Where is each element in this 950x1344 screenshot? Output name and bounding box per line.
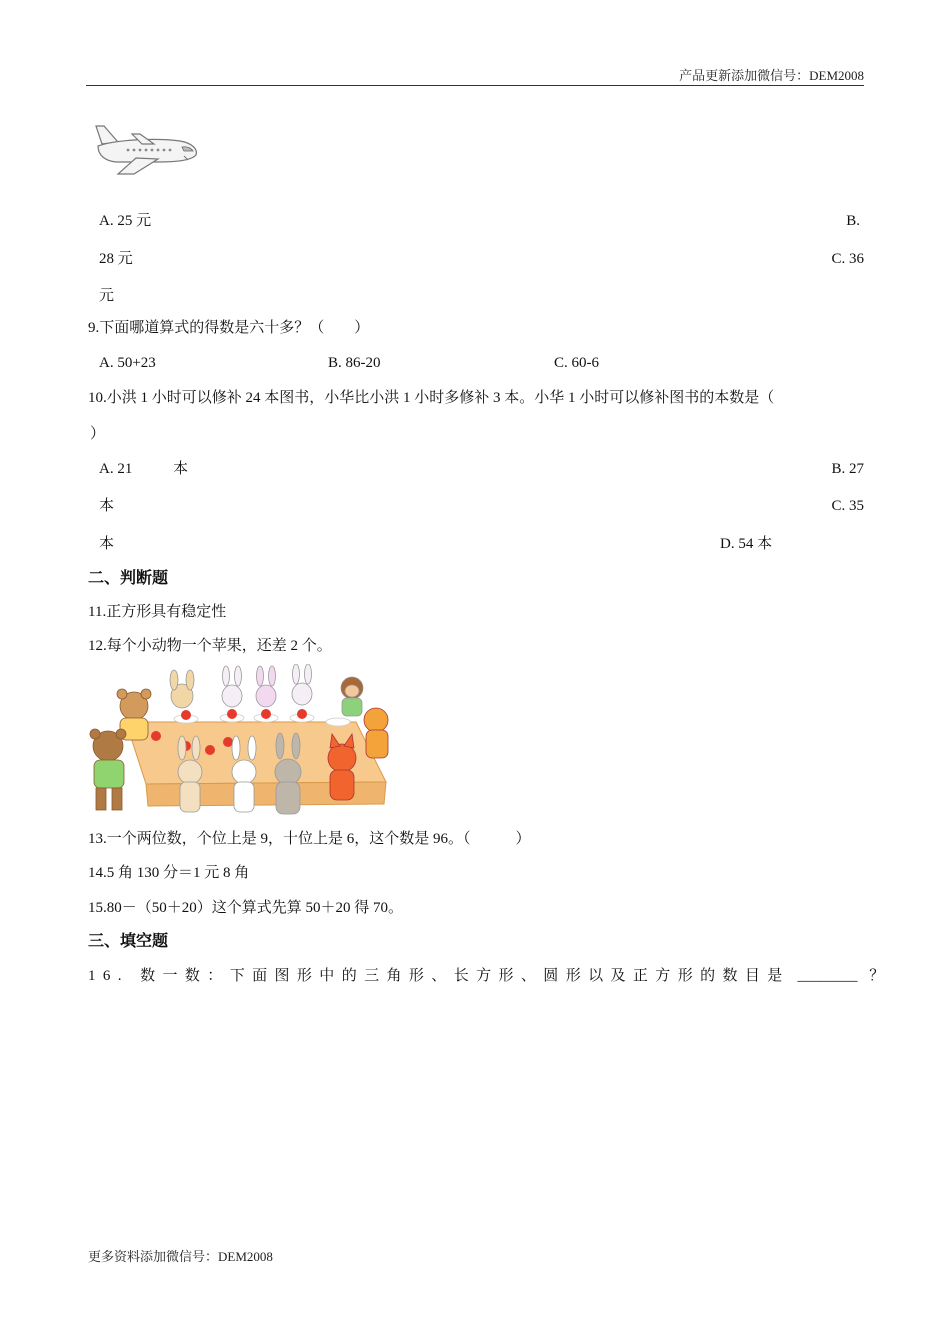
q13-text: 13.一个两位数，个位上是 9，十位上是 6，这个数是 96。（ ） xyxy=(88,831,531,847)
q8-option-b-value: 28 元 xyxy=(99,251,133,267)
section-title-judgement: 二、判断题 xyxy=(88,568,169,587)
q10-option-d: D. 54 本 xyxy=(720,536,773,552)
q15-text: 15.80－（50＋20）这个算式先算 50＋20 得 70。 xyxy=(88,900,404,916)
q10-option-c: C. 35 xyxy=(831,498,864,514)
q12-text: 12.每个小动物一个苹果，还差 2 个。 xyxy=(88,638,332,654)
q8-option-c-letter: C. 36 xyxy=(831,251,864,267)
q10-text-line2: ） xyxy=(90,426,106,442)
q9-text: 9.下面哪道算式的得数是六十多？（ ） xyxy=(88,320,370,336)
animals-table-image xyxy=(86,664,402,819)
q10-option-b-unit: 本 xyxy=(99,498,115,514)
q10-option-a: A. 21 xyxy=(99,461,133,477)
section-title-fill-blank: 三、填空题 xyxy=(88,931,169,950)
q10-option-b: B. 27 xyxy=(831,461,864,477)
header-divider xyxy=(86,85,864,86)
q9-option-b: B. 86-20 xyxy=(328,355,381,371)
q9-option-c: C. 60-6 xyxy=(554,355,599,371)
q16-answer-blank[interactable]: ________ xyxy=(797,968,858,984)
q9-option-a: A. 50+23 xyxy=(99,355,156,371)
q16-question-mark: ？ xyxy=(869,968,885,984)
header-text: 产品更新添加微信号：DEM2008 xyxy=(679,68,864,83)
q14-text: 14.5 角 130 分＝1 元 8 角 xyxy=(88,865,250,881)
footer-text: 更多资料添加微信号：DEM2008 xyxy=(88,1249,273,1264)
q16-question xyxy=(88,967,884,985)
q16-text: 16. 数一数：下面图形中的三角形、长方形、圆形以及正方形的数目是 xyxy=(88,968,790,984)
q8-option-c-unit: 元 xyxy=(99,288,115,304)
q11-text: 11.正方形具有稳定性 xyxy=(88,604,227,620)
q10-option-c-unit: 本 xyxy=(99,536,115,552)
airplane-image xyxy=(88,122,200,178)
q10-option-a-unit: 本 xyxy=(173,461,189,477)
q8-option-b-letter: B. xyxy=(846,213,860,229)
q8-option-a: A. 25 元 xyxy=(99,213,152,229)
q10-text-line1: 10.小洪 1 小时可以修补 24 本图书，小华比小洪 1 小时多修补 3 本。小华 1 小时可以修补图书的本数是（ xyxy=(88,390,775,406)
